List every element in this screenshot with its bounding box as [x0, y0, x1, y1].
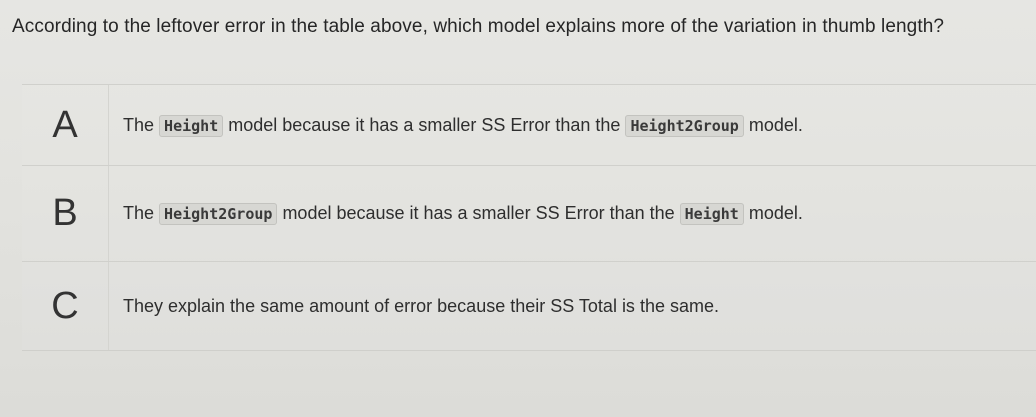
choice-a-code-height2group: Height2Group	[625, 115, 743, 137]
choice-b-suffix: model.	[748, 203, 803, 223]
choice-a[interactable]	[22, 84, 1036, 165]
choice-c-letter: C	[51, 284, 79, 327]
choice-b-middle: model because it has a smaller SS Error than the	[282, 203, 675, 223]
choice-a-prefix: The	[123, 114, 155, 135]
choice-a-code-height: Height	[159, 115, 223, 137]
choice-b-code-height: Height	[680, 203, 744, 225]
question-text: According to the leftover error in the table above, which model explains more of the variation in thumb length?	[12, 16, 945, 37]
choice-b-prefix: The	[123, 203, 155, 223]
choice-a-text	[123, 115, 803, 136]
choice-c[interactable]	[22, 261, 1036, 351]
choice-a-letter: A	[52, 103, 78, 146]
answer-choices	[22, 84, 1036, 351]
choice-b-letter-box	[22, 166, 109, 261]
choice-c-letter-box	[22, 262, 109, 350]
choice-b[interactable]	[22, 165, 1036, 261]
choice-c-text: They explain the same amount of error because their SS Total is the same.	[123, 295, 719, 316]
choice-a-letter-box	[22, 85, 109, 165]
choice-b-code-height2group: Height2Group	[159, 203, 277, 225]
choice-b-text	[123, 203, 803, 224]
choice-b-letter: B	[52, 192, 78, 234]
choice-a-suffix: model.	[748, 114, 803, 135]
choice-a-middle: model because it has a smaller SS Error than the	[228, 114, 621, 135]
